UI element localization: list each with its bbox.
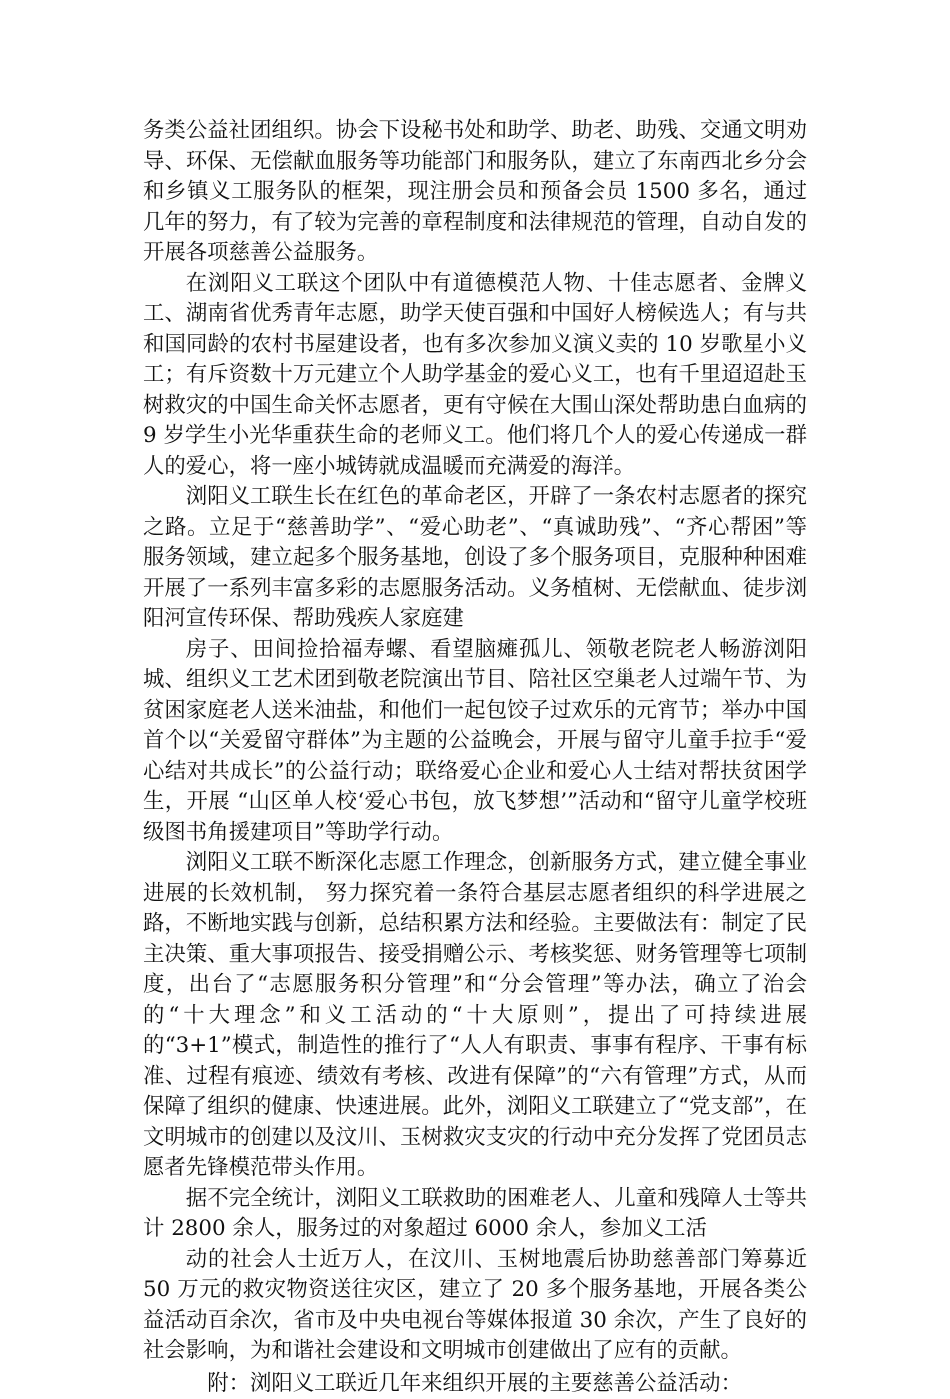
paragraph-2: 在浏阳义工联这个团队中有道德模范人物、十佳志愿者、金牌义工、湖南省优秀青年志愿，助学天使百强和中国好人榜候选人；有与共和国同龄的农村书屋建设者，也有多次参加义演义卖的 10 岁歌星小义工；有斥资数十万元建立个人助学基金的爱心义工，也有千里迢迢赴玉树救灾的中国生命关怀志愿者，更有守候在大围山深处帮助患白血病的 9 岁学生小光华重获生命的老师义工。他们将几个人的爱心传递成一群人的爱心，将一座小城铸就成温暖而充满爱的海洋。 [143,269,807,483]
paragraph-5: 浏阳义工联不断深化志愿工作理念，创新服务方式，建立健全事业进展的长效机制， 努力探究着一条符合基层志愿者组织的科学进展之路，不断地实践与创新，总结积累方法和经验。主要做法有：制定了民主决策、重大事项报告、接受捐赠公示、考核奖惩、财务管理等七项制度，出台了“志愿服务积分管理”和“分会管理”等办法，确立了治会的“十大理念”和义工活动的“十大原则”，提出了可持续进展的“3+1”模式，制造性的推行了“人人有职责、事事有程序、干事有标准、过程有痕迹、绩效有考核、改进有保障”的“六有管理”方式，从而保障了组织的健康、快速进展。此外，浏阳义工联建立了“党支部”，在文明城市的创建以及汶川、玉树救灾支灾的行动中充分发挥了党团员志愿者先锋模范带头作用。 [143,848,807,1184]
paragraph-7: 动的社会人士近万人，在汶川、玉树地震后协助慈善部门筹募近 50 万元的救灾物资送往灾区，建立了 20 多个服务基地，开展各类公益活动百余次，省市及中央电视台等媒体报道 30 余次，产生了良好的社会影响，为和谐社会建设和文明城市创建做出了应有的贡献。 [143,1245,807,1367]
appendix-heading: 附：浏阳义工联近几年来组织开展的主要慈善公益活动： [143,1369,807,1399]
paragraph-4: 房子、田间捡拾福寿螺、看望脑瘫孤儿、领敬老院老人畅游浏阳城、组织义工艺术团到敬老院演出节目、陪社区空巢老人过端午节、为贫困家庭老人送米油盐，和他们一起包饺子过欢乐的元宵节；举办中国首个以“关爱留守群体”为主题的公益晚会，开展与留守儿童手拉手“爱心结对共成长”的公益行动；联络爱心企业和爱心人士结对帮扶贫困学生，开展 “山区单人校‘爱心书包，放飞梦想’”活动和“留守儿童学校班级图书角援建项目”等助学行动。 [143,635,807,849]
paragraph-6: 据不完全统计，浏阳义工联救助的困难老人、儿童和残障人士等共计 2800 余人，服务过的对象超过 6000 余人，参加义工活 [143,1184,807,1245]
document-page [143,116,807,1399]
paragraph-1: 务类公益社团组织。协会下设秘书处和助学、助老、助残、交通文明劝导、环保、无偿献血服务等功能部门和服务队，建立了东南西北乡分会和乡镇义工服务队的框架，现注册会员和预备会员 1500 多名，通过几年的努力，有了较为完善的章程制度和法律规范的管理，自动自发的开展各项慈善公益服务。 [143,116,807,269]
paragraph-3: 浏阳义工联生长在红色的革命老区，开辟了一条农村志愿者的探究之路。立足于“慈善助学”、“爱心助老”、“真诚助残”、“齐心帮困”等服务领域，建立起多个服务基地，创设了多个服务项目，克服种种困难开展了一系列丰富多彩的志愿服务活动。义务植树、无偿献血、徒步浏阳河宣传环保、帮助残疾人家庭建 [143,482,807,635]
